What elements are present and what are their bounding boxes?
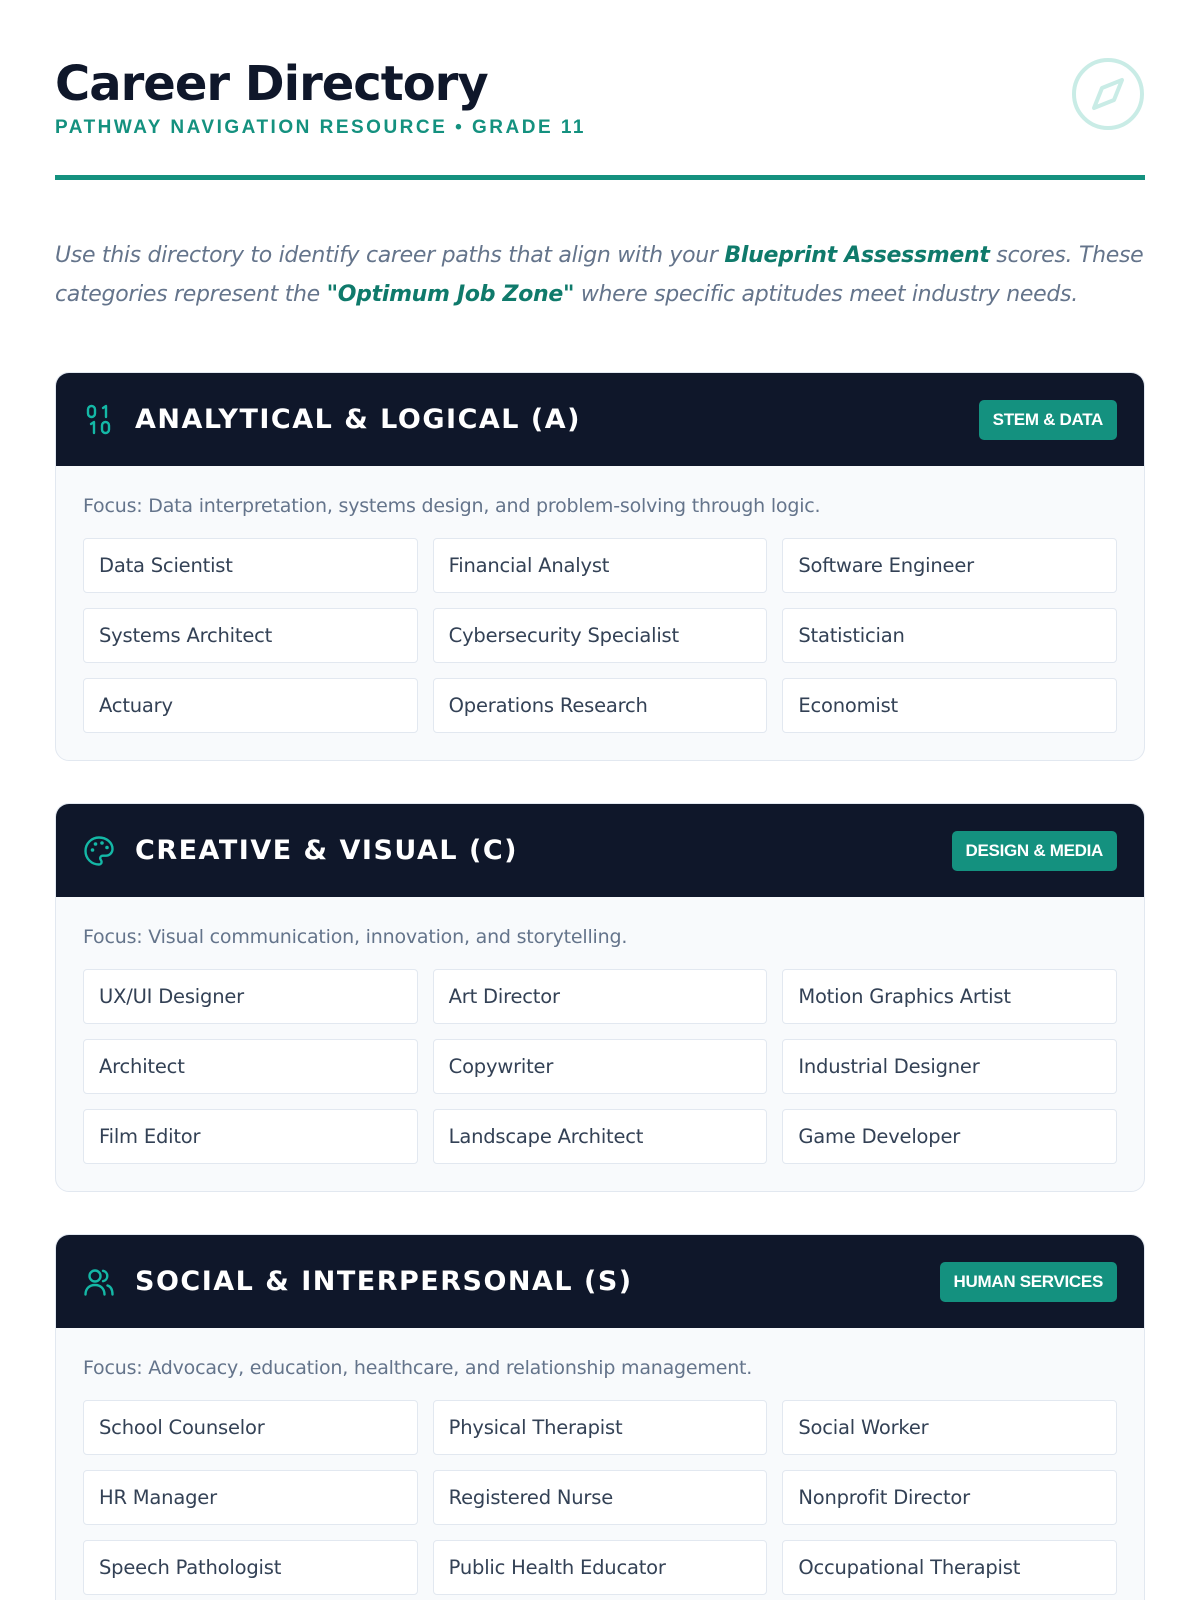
section-title: CREATIVE & VISUAL (C) [135, 835, 518, 866]
job-item: HR Manager [83, 1470, 418, 1525]
job-item: Occupational Therapist [782, 1540, 1117, 1595]
intro-text-3: where specific aptitudes meet industry needs. [574, 282, 1078, 307]
job-item: Economist [782, 678, 1117, 733]
intro-paragraph [55, 236, 1145, 314]
job-item: Film Editor [83, 1109, 418, 1164]
job-item: Art Director [433, 969, 768, 1024]
job-grid [83, 1400, 1117, 1595]
section-creative [55, 803, 1145, 1192]
page-subtitle: PATHWAY NAVIGATION RESOURCE • GRADE 11 [55, 117, 586, 138]
section-title: SOCIAL & INTERPERSONAL (S) [135, 1266, 633, 1297]
intro-highlight-blueprint: Blueprint Assessment [724, 243, 990, 268]
job-item: Copywriter [433, 1039, 768, 1094]
job-grid [83, 538, 1117, 733]
job-item: Social Worker [782, 1400, 1117, 1455]
job-item: Financial Analyst [433, 538, 768, 593]
section-header [56, 1235, 1144, 1328]
job-item: UX/UI Designer [83, 969, 418, 1024]
section-badge: STEM & DATA [979, 400, 1117, 440]
job-item: Speech Pathologist [83, 1540, 418, 1595]
compass-icon [1071, 57, 1145, 131]
page-title: Career Directory [55, 56, 488, 112]
section-focus: Focus: Visual communication, innovation, and storytelling. [83, 926, 628, 948]
job-grid [83, 969, 1117, 1164]
job-item: Operations Research [433, 678, 768, 733]
job-item: Statistician [782, 608, 1117, 663]
section-badge: DESIGN & MEDIA [952, 831, 1117, 871]
job-item: Actuary [83, 678, 418, 733]
job-item: Public Health Educator [433, 1540, 768, 1595]
binary-icon [83, 404, 115, 436]
section-header [56, 373, 1144, 466]
section-focus: Focus: Data interpretation, systems design, and problem-solving through logic. [83, 495, 821, 517]
intro-text-2: scores. These categories represent the [55, 243, 1144, 307]
job-item: Game Developer [782, 1109, 1117, 1164]
section-analytical [55, 372, 1145, 761]
section-body [56, 897, 1144, 1191]
job-item: Nonprofit Director [782, 1470, 1117, 1525]
job-item: Architect [83, 1039, 418, 1094]
palette-icon [83, 835, 115, 867]
job-item: Cybersecurity Specialist [433, 608, 768, 663]
job-item: Software Engineer [782, 538, 1117, 593]
section-badge: HUMAN SERVICES [940, 1262, 1117, 1302]
page-header [55, 0, 1145, 180]
section-header [56, 804, 1144, 897]
section-body [56, 1328, 1144, 1600]
section-social [55, 1234, 1145, 1600]
job-item: Landscape Architect [433, 1109, 768, 1164]
job-item: School Counselor [83, 1400, 418, 1455]
job-item: Registered Nurse [433, 1470, 768, 1525]
job-item: Data Scientist [83, 538, 418, 593]
job-item: Industrial Designer [782, 1039, 1117, 1094]
job-item: Systems Architect [83, 608, 418, 663]
section-body [56, 466, 1144, 760]
job-item: Physical Therapist [433, 1400, 768, 1455]
section-focus: Focus: Advocacy, education, healthcare, and relationship management. [83, 1357, 753, 1379]
intro-highlight-job-zone: "Optimum Job Zone" [326, 282, 575, 307]
intro-text-1: Use this directory to identify career paths that align with your [55, 243, 725, 268]
section-title: ANALYTICAL & LOGICAL (A) [135, 404, 581, 435]
users-icon [83, 1266, 115, 1298]
job-item: Motion Graphics Artist [782, 969, 1117, 1024]
